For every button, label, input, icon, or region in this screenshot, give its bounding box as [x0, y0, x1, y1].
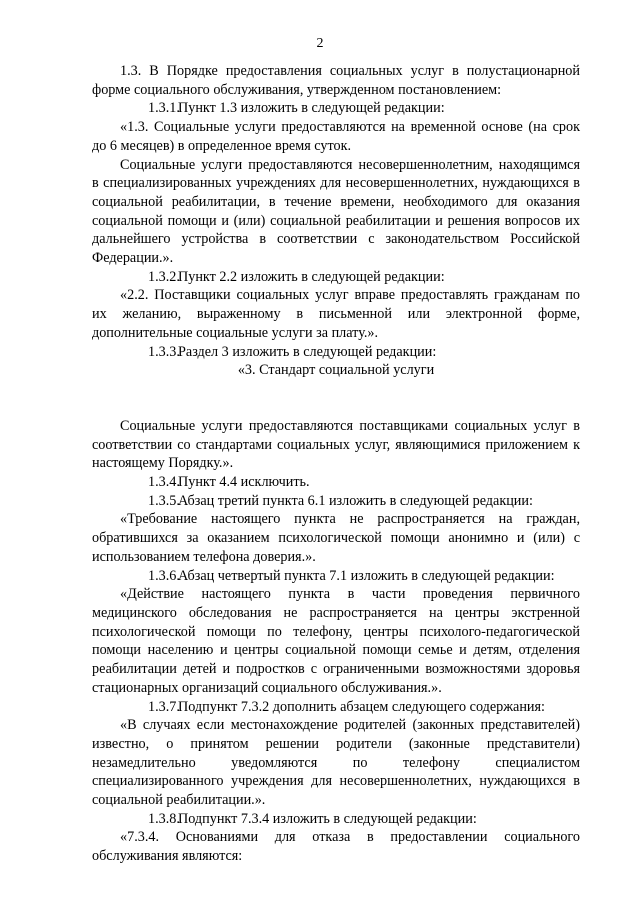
quote-1-3-continued: Социальные услуги предоставляются несовершеннолетним, находящимся в специализированных учреждениях для несовершеннолетних, нуждающихся в социальной реабилитации, в течение времени, необходимого для оказания социальной помощи и (или) социальной реабилитации и решения вопросов их дальнейшего устройства в соответствии с законодательством Российской Федерации.».: [92, 156, 580, 267]
item-number: 1.3.7.: [148, 698, 180, 715]
item-number: 1.3.8.: [148, 810, 180, 827]
item-number: 1.3.1.: [148, 100, 180, 117]
quote-2-2: «2.2. Поставщики социальных услуг вправе предоставлять гражданам по их желанию, выраженному в письменной или электронной форме, дополнительные социальные услуги за плату.».: [92, 287, 580, 341]
document-body: [92, 62, 580, 866]
item-text: Раздел 3 изложить в следующей редакции:: [178, 343, 437, 360]
paragraph-1-3-1: [92, 99, 580, 118]
paragraph-1-3-3: [92, 343, 580, 362]
quote-section-3: Социальные услуги предоставляются поставщиками социальных услуг в соответствии со стандартами социальных услуг, являющимися приложением к настоящему Порядку.».: [92, 417, 580, 472]
paragraph-1-3-5: [92, 492, 580, 511]
item-number: 1.3.5.: [148, 492, 180, 509]
item-number: 1.3.6.: [148, 567, 180, 584]
paragraph-1-3: 1.3. В Порядке предоставления социальных услуг в полустационарной форме социального обслуживания, утвержденном постановлением:: [92, 63, 580, 98]
quote-7-3-4: «7.3.4. Основаниями для отказа в предоставлении социального обслуживания являются:: [92, 829, 580, 865]
section-3-heading: «3. Стандарт социальной услуги: [237, 362, 435, 379]
item-text: Пункт 2.2 изложить в следующей редакции:: [178, 268, 445, 285]
paragraph-1-3-8: [92, 810, 580, 829]
paragraph-1-3-7: [92, 698, 580, 717]
item-number: 1.3.4.: [148, 474, 180, 491]
item-text: Подпункт 7.3.2 дополнить абзацем следующего содержания:: [178, 698, 545, 715]
item-number: 1.3.3.: [148, 343, 180, 360]
paragraph-1-3-4: [92, 473, 580, 492]
paragraph-1-3-6: [92, 567, 580, 586]
page-number: 2: [316, 36, 324, 51]
item-text: Абзац третий пункта 6.1 изложить в следующей редакции:: [178, 492, 533, 509]
blank-space: [92, 380, 580, 417]
quote-7-1: «Действие настоящего пункта в части проведения первичного медицинского обследования не распространяется на центры экстренной психологической помощи по телефону, центры психолого-педагогической помощи населению и центры социальной помощи семье и детям, отделения реабилитации детей и подростков с ограниченными возможностями здоровья стационарных организаций социального обслуживания.».: [92, 586, 580, 696]
quote-1-3: «1.3. Социальные услуги предоставляются на временной основе (на срок до 6 месяцев) в определенное время суток.: [92, 119, 580, 154]
item-text: Подпункт 7.3.4 изложить в следующей редакции:: [178, 810, 477, 827]
paragraph-1-3-2: [92, 268, 580, 287]
quote-6-1: «Требование настоящего пункта не распространяется на граждан, обратившихся за оказанием психологической помощи анонимно и (или) с использованием телефона доверия.».: [92, 511, 580, 565]
quote-7-3-2: «В случаях если местонахождение родителей (законных представителей) известно, о принятом решении родители (законные представители) незамедлительно уведомляются по телефону специалистом специализированного учреждения для несовершеннолетних, нуждающихся в социальной реабилитации.».: [92, 717, 580, 809]
item-text: Пункт 1.3 изложить в следующей редакции:: [178, 100, 445, 117]
item-text: Абзац четвертый пункта 7.1 изложить в следующей редакции:: [178, 567, 555, 584]
item-text: Пункт 4.4 исключить.: [178, 474, 310, 491]
item-number: 1.3.2.: [148, 268, 180, 285]
